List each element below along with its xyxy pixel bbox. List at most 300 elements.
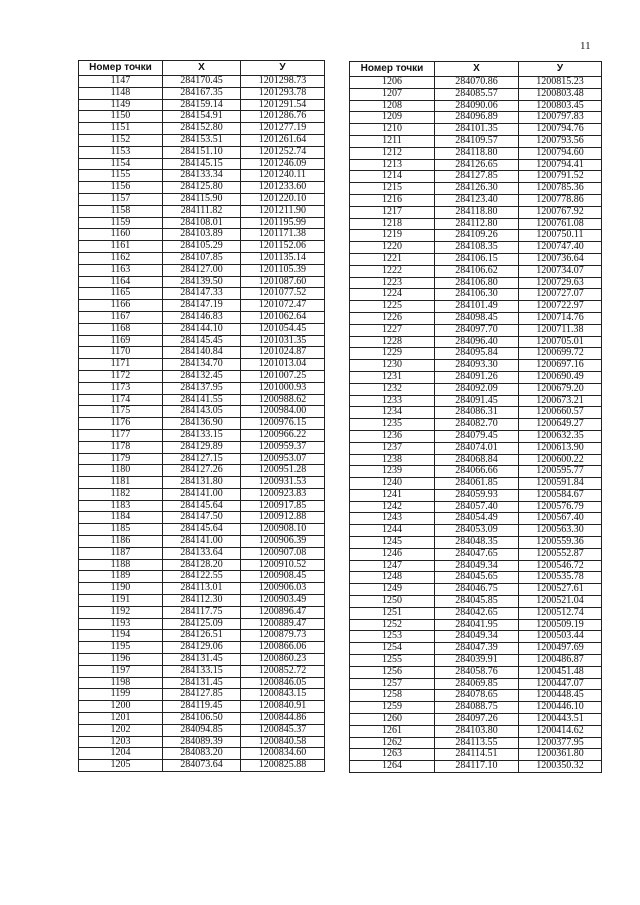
cell-point-number: 1226: [350, 312, 435, 324]
table-row: [350, 265, 602, 277]
table-row: [350, 666, 602, 678]
cell-point-number: 1229: [350, 348, 435, 360]
cell-x: 284132.45: [163, 370, 241, 382]
table-row: [350, 560, 602, 572]
cell-y: 1200446.10: [519, 702, 602, 714]
table-row: [79, 618, 325, 630]
cell-x: 284073.64: [163, 760, 241, 772]
cell-point-number: 1263: [350, 749, 435, 761]
table-row: [350, 442, 602, 454]
table-row: [79, 382, 325, 394]
cell-x: 284122.55: [163, 571, 241, 583]
cell-point-number: 1206: [350, 77, 435, 89]
cell-y: 1200803.48: [519, 88, 602, 100]
table-row: [79, 146, 325, 158]
cell-y: 1201077.52: [241, 288, 325, 300]
cell-point-number: 1252: [350, 619, 435, 631]
cell-y: 1201054.45: [241, 323, 325, 335]
cell-y: 1201024.87: [241, 347, 325, 359]
cell-point-number: 1220: [350, 242, 435, 254]
cell-point-number: 1198: [79, 677, 163, 689]
cell-y: 1201211.90: [241, 205, 325, 217]
table-row: [350, 466, 602, 478]
table-row: [79, 406, 325, 418]
cell-y: 1200793.56: [519, 135, 602, 147]
table-row: [79, 441, 325, 453]
cell-y: 1200576.79: [519, 501, 602, 513]
table-row: [350, 336, 602, 348]
cell-x: 284123.40: [435, 194, 519, 206]
cell-point-number: 1258: [350, 690, 435, 702]
table-row: [79, 111, 325, 123]
cell-x: 284098.45: [435, 312, 519, 324]
table-row: [79, 99, 325, 111]
cell-x: 284133.64: [163, 547, 241, 559]
table-row: [79, 465, 325, 477]
cell-y: 1200966.22: [241, 429, 325, 441]
cell-x: 284137.95: [163, 382, 241, 394]
cell-point-number: 1182: [79, 488, 163, 500]
cell-x: 284134.70: [163, 359, 241, 371]
cell-x: 284159.14: [163, 99, 241, 111]
cell-y: 1200843.15: [241, 689, 325, 701]
cell-y: 1200794.60: [519, 147, 602, 159]
cell-x: 284070.86: [435, 77, 519, 89]
cell-x: 284126.51: [163, 630, 241, 642]
cell-point-number: 1234: [350, 407, 435, 419]
cell-x: 284127.00: [163, 264, 241, 276]
cell-x: 284147.50: [163, 512, 241, 524]
cell-point-number: 1158: [79, 205, 163, 217]
cell-point-number: 1218: [350, 218, 435, 230]
cell-x: 284047.65: [435, 548, 519, 560]
cell-y: 1201246.09: [241, 158, 325, 170]
cell-point-number: 1262: [350, 737, 435, 749]
cell-point-number: 1231: [350, 371, 435, 383]
table-row: [350, 737, 602, 749]
cell-point-number: 1227: [350, 324, 435, 336]
page-number: 11: [580, 40, 591, 52]
cell-y: 1201013.04: [241, 359, 325, 371]
table-row: [79, 323, 325, 335]
cell-x: 284133.34: [163, 170, 241, 182]
cell-x: 284093.30: [435, 360, 519, 372]
cell-point-number: 1152: [79, 134, 163, 146]
cell-x: 284085.57: [435, 88, 519, 100]
cell-x: 284106.15: [435, 253, 519, 265]
cell-point-number: 1245: [350, 537, 435, 549]
table-row: [350, 112, 602, 124]
cell-point-number: 1242: [350, 501, 435, 513]
cell-y: 1200591.84: [519, 478, 602, 490]
table-row: [350, 242, 602, 254]
table-row: [350, 537, 602, 549]
cell-y: 1201293.78: [241, 87, 325, 99]
table-row: [350, 749, 602, 761]
cell-point-number: 1219: [350, 230, 435, 242]
cell-point-number: 1248: [350, 572, 435, 584]
table-row: [350, 348, 602, 360]
cell-point-number: 1189: [79, 571, 163, 583]
cell-y: 1200443.51: [519, 714, 602, 726]
cell-y: 1201240.11: [241, 170, 325, 182]
cell-y: 1200866.06: [241, 642, 325, 654]
cell-y: 1200825.88: [241, 760, 325, 772]
cell-point-number: 1199: [79, 689, 163, 701]
table-row: [350, 277, 602, 289]
table-row: [79, 335, 325, 347]
table-row: [79, 524, 325, 536]
cell-y: 1200714.76: [519, 312, 602, 324]
cell-point-number: 1233: [350, 395, 435, 407]
cell-point-number: 1228: [350, 336, 435, 348]
cell-point-number: 1151: [79, 123, 163, 135]
cell-point-number: 1216: [350, 194, 435, 206]
cell-y: 1200584.67: [519, 489, 602, 501]
cell-y: 1200840.58: [241, 736, 325, 748]
cell-x: 284141.55: [163, 394, 241, 406]
table-row: [350, 489, 602, 501]
cell-point-number: 1155: [79, 170, 163, 182]
table-row: [350, 643, 602, 655]
cell-point-number: 1214: [350, 171, 435, 183]
cell-point-number: 1147: [79, 76, 163, 88]
cell-x: 284042.65: [435, 607, 519, 619]
cell-point-number: 1264: [350, 761, 435, 773]
table-row: [79, 394, 325, 406]
table-row: [350, 371, 602, 383]
cell-y: 1201135.14: [241, 252, 325, 264]
cell-point-number: 1166: [79, 300, 163, 312]
header-y: У: [519, 62, 602, 77]
cell-y: 1200497.69: [519, 643, 602, 655]
cell-y: 1200984.00: [241, 406, 325, 418]
table-row: [79, 701, 325, 713]
cell-y: 1200794.41: [519, 159, 602, 171]
cell-x: 284145.64: [163, 524, 241, 536]
cell-x: 284092.09: [435, 383, 519, 395]
cell-y: 1200632.35: [519, 430, 602, 442]
cell-y: 1200509.19: [519, 619, 602, 631]
cell-y: 1200486.87: [519, 655, 602, 667]
cell-y: 1200889.47: [241, 618, 325, 630]
cell-point-number: 1187: [79, 547, 163, 559]
cell-y: 1200879.73: [241, 630, 325, 642]
cell-x: 284133.15: [163, 429, 241, 441]
cell-point-number: 1254: [350, 643, 435, 655]
cell-y: 1200649.27: [519, 419, 602, 431]
table-row: [350, 596, 602, 608]
cell-y: 1200834.60: [241, 748, 325, 760]
cell-x: 284143.05: [163, 406, 241, 418]
cell-point-number: 1213: [350, 159, 435, 171]
cell-point-number: 1201: [79, 713, 163, 725]
table-row: [350, 525, 602, 537]
cell-point-number: 1192: [79, 606, 163, 618]
cell-point-number: 1186: [79, 536, 163, 548]
table-row: [79, 418, 325, 430]
cell-y: 1200908.45: [241, 571, 325, 583]
cell-y: 1200953.07: [241, 453, 325, 465]
table-row: [79, 134, 325, 146]
cell-y: 1201031.35: [241, 335, 325, 347]
cell-x: 284114.51: [435, 749, 519, 761]
table-row: [350, 607, 602, 619]
cell-y: 1200600.22: [519, 454, 602, 466]
table-row: [79, 370, 325, 382]
cell-point-number: 1165: [79, 288, 163, 300]
table-row: [350, 183, 602, 195]
cell-point-number: 1225: [350, 301, 435, 313]
cell-y: 1201072.47: [241, 300, 325, 312]
table-row: [79, 724, 325, 736]
cell-y: 1200903.49: [241, 595, 325, 607]
table-header-row: [79, 61, 325, 76]
cell-x: 284058.76: [435, 666, 519, 678]
cell-y: 1200844.86: [241, 713, 325, 725]
cell-x: 284141.00: [163, 488, 241, 500]
cell-point-number: 1167: [79, 311, 163, 323]
table-row: [350, 619, 602, 631]
cell-x: 284118.80: [435, 206, 519, 218]
cell-x: 284131.80: [163, 477, 241, 489]
cell-point-number: 1209: [350, 112, 435, 124]
cell-y: 1200451.48: [519, 666, 602, 678]
cell-point-number: 1212: [350, 147, 435, 159]
table-row: [350, 100, 602, 112]
cell-point-number: 1185: [79, 524, 163, 536]
cell-y: 1200791.52: [519, 171, 602, 183]
cell-point-number: 1203: [79, 736, 163, 748]
table-row: [79, 300, 325, 312]
cell-x: 284128.20: [163, 559, 241, 571]
table-row: [350, 301, 602, 313]
table-row: [79, 193, 325, 205]
table-row: [350, 383, 602, 395]
cell-y: 1200815.23: [519, 77, 602, 89]
cell-x: 284117.75: [163, 606, 241, 618]
cell-x: 284108.35: [435, 242, 519, 254]
cell-y: 1200729.63: [519, 277, 602, 289]
table-row: [79, 347, 325, 359]
cell-x: 284144.10: [163, 323, 241, 335]
cell-point-number: 1161: [79, 241, 163, 253]
cell-point-number: 1237: [350, 442, 435, 454]
cell-x: 284112.30: [163, 595, 241, 607]
header-y: У: [241, 61, 325, 76]
table-row: [79, 760, 325, 772]
cell-y: 1201195.99: [241, 217, 325, 229]
cell-point-number: 1236: [350, 430, 435, 442]
cell-y: 1201252.74: [241, 146, 325, 158]
table-row: [79, 264, 325, 276]
table-row: [79, 630, 325, 642]
table-row: [79, 158, 325, 170]
cell-x: 284107.85: [163, 252, 241, 264]
cell-y: 1200846.05: [241, 677, 325, 689]
cell-y: 1200711.38: [519, 324, 602, 336]
cell-point-number: 1150: [79, 111, 163, 123]
cell-y: 1200747.40: [519, 242, 602, 254]
cell-point-number: 1249: [350, 584, 435, 596]
cell-x: 284039.91: [435, 655, 519, 667]
cell-point-number: 1221: [350, 253, 435, 265]
cell-point-number: 1250: [350, 596, 435, 608]
cell-y: 1200845.37: [241, 724, 325, 736]
cell-y: 1200923.83: [241, 488, 325, 500]
table-row: [79, 205, 325, 217]
cell-y: 1200910.52: [241, 559, 325, 571]
table-row: [350, 714, 602, 726]
cell-y: 1200447.07: [519, 678, 602, 690]
cell-x: 284145.64: [163, 500, 241, 512]
cell-y: 1201105.39: [241, 264, 325, 276]
table-row: [79, 123, 325, 135]
cell-y: 1200563.30: [519, 525, 602, 537]
cell-x: 284106.30: [435, 289, 519, 301]
cell-point-number: 1149: [79, 99, 163, 111]
table-row: [350, 655, 602, 667]
cell-x: 284103.89: [163, 229, 241, 241]
table-row: [350, 218, 602, 230]
cell-y: 1200951.28: [241, 465, 325, 477]
cell-point-number: 1235: [350, 419, 435, 431]
cell-point-number: 1202: [79, 724, 163, 736]
cell-y: 1200705.01: [519, 336, 602, 348]
cell-x: 284066.66: [435, 466, 519, 478]
table-row: [350, 159, 602, 171]
table-row: [350, 513, 602, 525]
cell-y: 1201007.25: [241, 370, 325, 382]
cell-x: 284127.15: [163, 453, 241, 465]
cell-point-number: 1224: [350, 289, 435, 301]
cell-x: 284101.35: [435, 124, 519, 136]
cell-x: 284079.45: [435, 430, 519, 442]
cell-y: 1200803.45: [519, 100, 602, 112]
table-row: [79, 453, 325, 465]
cell-x: 284131.45: [163, 677, 241, 689]
cell-y: 1201261.64: [241, 134, 325, 146]
cell-point-number: 1153: [79, 146, 163, 158]
cell-x: 284113.55: [435, 737, 519, 749]
cell-y: 1200840.91: [241, 701, 325, 713]
cell-point-number: 1162: [79, 252, 163, 264]
cell-y: 1200699.72: [519, 348, 602, 360]
cell-y: 1201220.10: [241, 193, 325, 205]
cell-x: 284147.19: [163, 300, 241, 312]
table-row: [350, 312, 602, 324]
cell-x: 284089.39: [163, 736, 241, 748]
cell-x: 284082.70: [435, 419, 519, 431]
cell-x: 284127.85: [163, 689, 241, 701]
cell-y: 1200794.76: [519, 124, 602, 136]
cell-point-number: 1261: [350, 725, 435, 737]
cell-point-number: 1188: [79, 559, 163, 571]
cell-x: 284097.26: [435, 714, 519, 726]
cell-point-number: 1159: [79, 217, 163, 229]
table-row: [79, 654, 325, 666]
table-row: [79, 182, 325, 194]
cell-point-number: 1246: [350, 548, 435, 560]
table-row: [79, 547, 325, 559]
table-header-row: [350, 62, 602, 77]
cell-point-number: 1183: [79, 500, 163, 512]
cell-point-number: 1194: [79, 630, 163, 642]
cell-x: 284126.30: [435, 183, 519, 195]
cell-x: 284101.49: [435, 301, 519, 313]
cell-y: 1200785.36: [519, 183, 602, 195]
cell-point-number: 1230: [350, 360, 435, 372]
table-row: [350, 147, 602, 159]
cell-point-number: 1260: [350, 714, 435, 726]
cell-x: 284152.80: [163, 123, 241, 135]
cell-y: 1201000.93: [241, 382, 325, 394]
cell-x: 284057.40: [435, 501, 519, 513]
cell-y: 1200767.92: [519, 206, 602, 218]
coordinates-table-right: [349, 61, 602, 773]
cell-point-number: 1256: [350, 666, 435, 678]
cell-point-number: 1172: [79, 370, 163, 382]
cell-point-number: 1215: [350, 183, 435, 195]
table-row: [79, 241, 325, 253]
table-row: [79, 229, 325, 241]
table-row: [79, 512, 325, 524]
cell-x: 284041.95: [435, 619, 519, 631]
table-row: [79, 288, 325, 300]
cell-x: 284059.93: [435, 489, 519, 501]
cell-point-number: 1169: [79, 335, 163, 347]
table-row: [350, 761, 602, 773]
cell-y: 1200503.44: [519, 631, 602, 643]
table-row: [79, 359, 325, 371]
cell-y: 1200679.20: [519, 383, 602, 395]
cell-x: 284086.31: [435, 407, 519, 419]
table-row: [350, 454, 602, 466]
cell-x: 284053.09: [435, 525, 519, 537]
table-row: [350, 690, 602, 702]
table-row: [79, 748, 325, 760]
cell-y: 1200595.77: [519, 466, 602, 478]
header-point-number: Номер точки: [350, 62, 435, 77]
cell-point-number: 1223: [350, 277, 435, 289]
cell-x: 284095.84: [435, 348, 519, 360]
cell-point-number: 1217: [350, 206, 435, 218]
cell-y: 1200414.62: [519, 725, 602, 737]
table-row: [350, 253, 602, 265]
coordinates-table-left: [78, 60, 325, 772]
table-row: [79, 500, 325, 512]
table-row: [350, 702, 602, 714]
cell-x: 284046.75: [435, 584, 519, 596]
table-row: [350, 124, 602, 136]
table-row: [350, 584, 602, 596]
cell-y: 1200908.10: [241, 524, 325, 536]
cell-x: 284045.65: [435, 572, 519, 584]
table-row: [79, 571, 325, 583]
cell-y: 1200361.80: [519, 749, 602, 761]
cell-y: 1200797.83: [519, 112, 602, 124]
table-row: [79, 642, 325, 654]
cell-x: 284106.80: [435, 277, 519, 289]
cell-point-number: 1157: [79, 193, 163, 205]
cell-y: 1200761.08: [519, 218, 602, 230]
cell-point-number: 1171: [79, 359, 163, 371]
cell-point-number: 1196: [79, 654, 163, 666]
cell-point-number: 1156: [79, 182, 163, 194]
cell-x: 284140.84: [163, 347, 241, 359]
table-row: [79, 689, 325, 701]
cell-point-number: 1204: [79, 748, 163, 760]
